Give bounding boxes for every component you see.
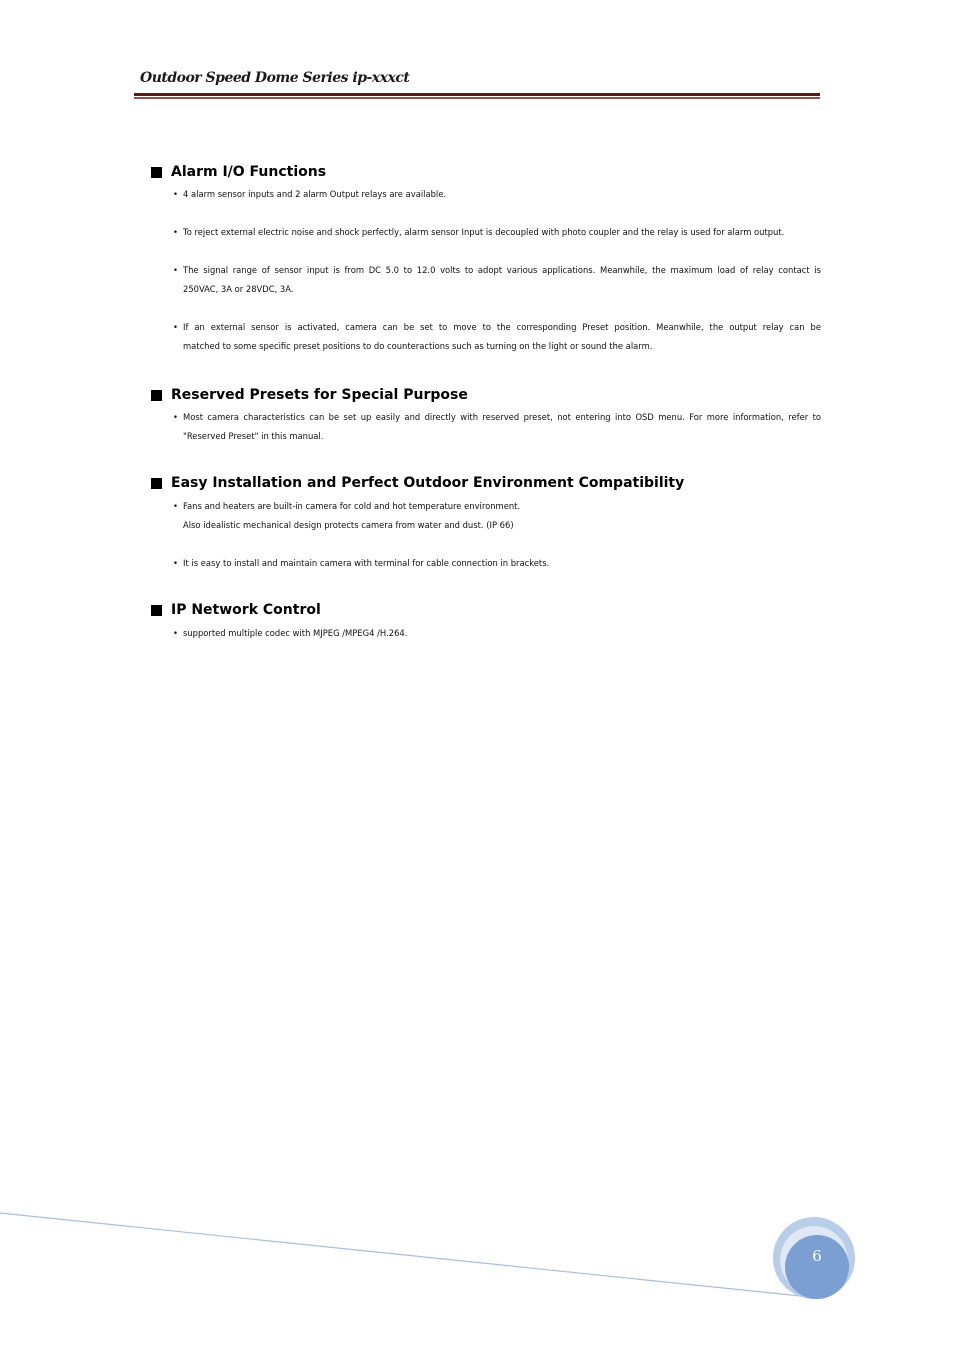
list-item-text: If an external sensor is activated, camera can be set to move to the corresponding Preset position. Meanwhile, the output relay can be (183, 322, 821, 332)
bullet-dot-icon: • (173, 227, 178, 237)
list-item-text: Fans and heaters are built-in camera for cold and hot temperature environment. (183, 501, 521, 511)
page-badge (785, 1235, 849, 1299)
bullet-dot-icon: • (173, 501, 178, 511)
list-item-text: To reject external electric noise and shock perfectly, alarm sensor Input is decoupled with photo coupler and the relay is used for alarm output. (183, 227, 785, 237)
bullet-dot-icon: • (173, 558, 178, 568)
page-number: 6 (812, 1247, 822, 1265)
bullet-dot-icon: • (173, 265, 178, 275)
bullet-dot-icon: • (173, 412, 178, 422)
section-heading-text: IP Network Control (171, 602, 321, 618)
list-item-text: "Reserved Preset" in this manual. (183, 431, 324, 441)
section-heading-text: Easy Installation and Perfect Outdoor Environment Compatibility (171, 475, 685, 491)
list-item-text: It is easy to install and maintain camera with terminal for cable connection in brackets. (183, 558, 550, 568)
header-title: Outdoor Speed Dome Series ip-xxxct (140, 70, 410, 86)
bullet-dot-icon: • (173, 189, 178, 199)
list-item-text: 4 alarm sensor inputs and 2 alarm Output relays are available. (183, 189, 447, 199)
bullet-dot-icon: • (173, 322, 178, 332)
list-item-text: Also idealistic mechanical design protects camera from water and dust. (IP 66) (183, 520, 514, 530)
list-item-text: 250VAC, 3A or 28VDC, 3A. (183, 284, 294, 294)
bullet-dot-icon: • (173, 628, 178, 638)
list-item-text: matched to some specific preset positions to do counteractions such as turning on the light or sound the alarm. (183, 341, 653, 351)
list-item-text: The signal range of sensor input is from DC 5.0 to 12.0 volts to adopt various applications. Meanwhile, the maximum load of relay contact is (183, 265, 821, 275)
list-item-text: Most camera characteristics can be set up easily and directly with reserved preset, not entering into OSD menu. For more information, refer to (183, 412, 821, 422)
list-item-text: supported multiple codec with MJPEG /MPEG4 /H.264. (183, 628, 408, 638)
section-heading-text: Reserved Presets for Special Purpose (171, 387, 468, 403)
section-heading-text: Alarm I/O Functions (171, 164, 327, 180)
